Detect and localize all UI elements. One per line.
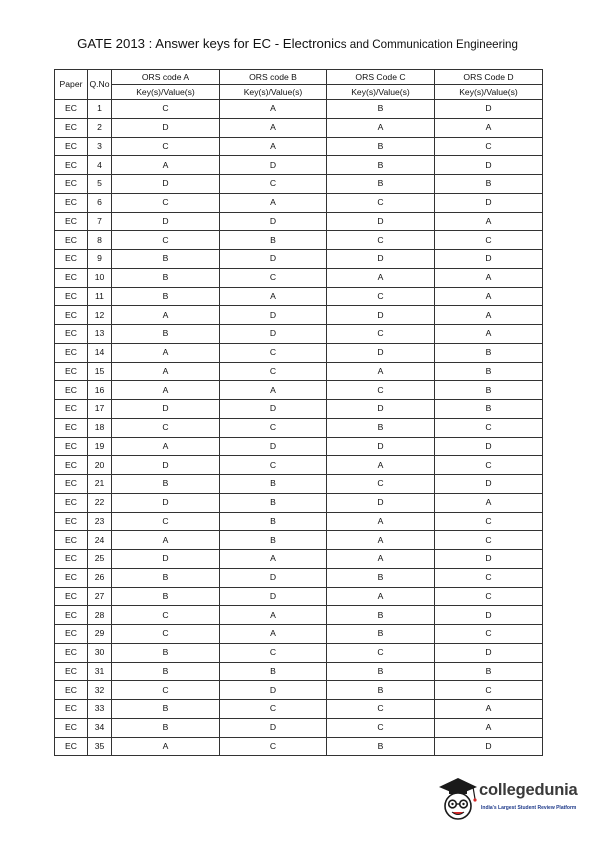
table-row bbox=[55, 362, 543, 381]
cell-paper: EC bbox=[55, 343, 88, 362]
cell-qno: 26 bbox=[88, 568, 112, 587]
cell-ors-a: C bbox=[112, 100, 220, 119]
table-row bbox=[55, 193, 543, 212]
cell-ors-a: A bbox=[112, 737, 220, 756]
cell-ors-a: A bbox=[112, 156, 220, 175]
cell-ors-d: B bbox=[435, 175, 543, 194]
cell-qno: 6 bbox=[88, 193, 112, 212]
cell-ors-a: D bbox=[112, 118, 220, 137]
graduate-mascot-icon bbox=[437, 773, 479, 823]
cell-ors-b: C bbox=[220, 268, 327, 287]
cell-ors-c: D bbox=[327, 306, 435, 325]
cell-ors-b: C bbox=[220, 362, 327, 381]
table-row bbox=[55, 587, 543, 606]
cell-ors-a: C bbox=[112, 625, 220, 644]
cell-ors-d: A bbox=[435, 268, 543, 287]
cell-ors-b: A bbox=[220, 606, 327, 625]
cell-paper: EC bbox=[55, 100, 88, 119]
cell-ors-b: C bbox=[220, 418, 327, 437]
cell-ors-b: C bbox=[220, 643, 327, 662]
table-row bbox=[55, 662, 543, 681]
table-row bbox=[55, 137, 543, 156]
cell-ors-a: B bbox=[112, 643, 220, 662]
table-row bbox=[55, 550, 543, 569]
table-row bbox=[55, 681, 543, 700]
cell-qno: 7 bbox=[88, 212, 112, 231]
header-qno: Q.No bbox=[88, 70, 112, 100]
table-row bbox=[55, 306, 543, 325]
cell-ors-d: D bbox=[435, 156, 543, 175]
cell-ors-a: D bbox=[112, 175, 220, 194]
cell-ors-c: A bbox=[327, 512, 435, 531]
cell-ors-b: D bbox=[220, 400, 327, 419]
cell-qno: 28 bbox=[88, 606, 112, 625]
table-row bbox=[55, 250, 543, 269]
table-row bbox=[55, 606, 543, 625]
cell-qno: 21 bbox=[88, 475, 112, 494]
cell-ors-a: A bbox=[112, 437, 220, 456]
header-keys-d: Key(s)/Value(s) bbox=[435, 85, 543, 100]
cell-ors-b: D bbox=[220, 718, 327, 737]
header-keys-b: Key(s)/Value(s) bbox=[220, 85, 327, 100]
cell-paper: EC bbox=[55, 250, 88, 269]
cell-qno: 13 bbox=[88, 325, 112, 344]
cell-qno: 8 bbox=[88, 231, 112, 250]
cell-ors-c: B bbox=[327, 418, 435, 437]
cell-ors-a: B bbox=[112, 250, 220, 269]
cell-ors-d: C bbox=[435, 681, 543, 700]
cell-ors-a: D bbox=[112, 493, 220, 512]
cell-ors-a: C bbox=[112, 137, 220, 156]
cell-ors-d: C bbox=[435, 456, 543, 475]
cell-ors-d: D bbox=[435, 643, 543, 662]
answer-key-table bbox=[54, 69, 543, 756]
table-row bbox=[55, 268, 543, 287]
cell-ors-c: D bbox=[327, 437, 435, 456]
table-row bbox=[55, 531, 543, 550]
cell-ors-d: C bbox=[435, 625, 543, 644]
table-row bbox=[55, 175, 543, 194]
header-ors-b: ORS code B bbox=[220, 70, 327, 85]
cell-qno: 31 bbox=[88, 662, 112, 681]
collegedunia-logo bbox=[437, 773, 587, 825]
cell-paper: EC bbox=[55, 718, 88, 737]
cell-ors-d: C bbox=[435, 418, 543, 437]
cell-paper: EC bbox=[55, 681, 88, 700]
cell-ors-a: C bbox=[112, 512, 220, 531]
cell-qno: 14 bbox=[88, 343, 112, 362]
logo-wordmark: collegedunia bbox=[479, 781, 578, 799]
cell-qno: 18 bbox=[88, 418, 112, 437]
cell-ors-b: D bbox=[220, 156, 327, 175]
cell-paper: EC bbox=[55, 325, 88, 344]
cell-ors-b: A bbox=[220, 137, 327, 156]
cell-paper: EC bbox=[55, 193, 88, 212]
cell-ors-c: A bbox=[327, 268, 435, 287]
cell-ors-b: A bbox=[220, 118, 327, 137]
cell-ors-b: B bbox=[220, 531, 327, 550]
cell-ors-c: D bbox=[327, 212, 435, 231]
cell-ors-b: A bbox=[220, 193, 327, 212]
cell-qno: 4 bbox=[88, 156, 112, 175]
cell-qno: 19 bbox=[88, 437, 112, 456]
cell-qno: 23 bbox=[88, 512, 112, 531]
cell-ors-a: A bbox=[112, 381, 220, 400]
cell-ors-a: C bbox=[112, 231, 220, 250]
cell-ors-b: A bbox=[220, 381, 327, 400]
cell-paper: EC bbox=[55, 212, 88, 231]
table-row bbox=[55, 418, 543, 437]
cell-ors-c: C bbox=[327, 381, 435, 400]
title-main: GATE 2013 : Answer keys for EC - Electronic bbox=[77, 36, 341, 51]
cell-ors-c: A bbox=[327, 362, 435, 381]
cell-ors-a: B bbox=[112, 587, 220, 606]
cell-qno: 20 bbox=[88, 456, 112, 475]
cell-ors-a: B bbox=[112, 287, 220, 306]
cell-ors-b: A bbox=[220, 100, 327, 119]
cell-qno: 16 bbox=[88, 381, 112, 400]
cell-ors-d: A bbox=[435, 718, 543, 737]
cell-ors-d: D bbox=[435, 550, 543, 569]
table-row bbox=[55, 437, 543, 456]
cell-ors-a: D bbox=[112, 212, 220, 231]
cell-ors-b: D bbox=[220, 587, 327, 606]
table-row bbox=[55, 475, 543, 494]
cell-paper: EC bbox=[55, 700, 88, 719]
cell-paper: EC bbox=[55, 475, 88, 494]
cell-ors-b: B bbox=[220, 493, 327, 512]
cell-ors-b: D bbox=[220, 250, 327, 269]
cell-ors-c: B bbox=[327, 568, 435, 587]
cell-ors-c: B bbox=[327, 662, 435, 681]
cell-ors-a: B bbox=[112, 718, 220, 737]
cell-qno: 5 bbox=[88, 175, 112, 194]
cell-ors-c: B bbox=[327, 681, 435, 700]
cell-ors-d: A bbox=[435, 287, 543, 306]
cell-ors-c: A bbox=[327, 531, 435, 550]
cell-qno: 29 bbox=[88, 625, 112, 644]
cell-ors-d: D bbox=[435, 437, 543, 456]
cell-qno: 17 bbox=[88, 400, 112, 419]
cell-ors-c: D bbox=[327, 400, 435, 419]
cell-qno: 34 bbox=[88, 718, 112, 737]
cell-ors-d: C bbox=[435, 231, 543, 250]
cell-ors-a: A bbox=[112, 306, 220, 325]
cell-ors-a: B bbox=[112, 568, 220, 587]
cell-ors-b: D bbox=[220, 306, 327, 325]
cell-ors-d: B bbox=[435, 343, 543, 362]
cell-ors-d: B bbox=[435, 662, 543, 681]
cell-paper: EC bbox=[55, 493, 88, 512]
cell-ors-d: D bbox=[435, 737, 543, 756]
table-row bbox=[55, 456, 543, 475]
cell-qno: 2 bbox=[88, 118, 112, 137]
cell-ors-b: C bbox=[220, 175, 327, 194]
cell-paper: EC bbox=[55, 381, 88, 400]
cell-ors-c: B bbox=[327, 156, 435, 175]
cell-paper: EC bbox=[55, 550, 88, 569]
cell-ors-c: C bbox=[327, 475, 435, 494]
cell-qno: 35 bbox=[88, 737, 112, 756]
cell-ors-a: C bbox=[112, 418, 220, 437]
table-row bbox=[55, 568, 543, 587]
header-paper: Paper bbox=[55, 70, 88, 100]
table-row bbox=[55, 625, 543, 644]
cell-ors-b: D bbox=[220, 325, 327, 344]
cell-ors-d: A bbox=[435, 493, 543, 512]
cell-ors-c: D bbox=[327, 493, 435, 512]
table-row bbox=[55, 118, 543, 137]
cell-ors-a: C bbox=[112, 681, 220, 700]
cell-ors-d: A bbox=[435, 118, 543, 137]
table-body bbox=[55, 100, 543, 756]
cell-paper: EC bbox=[55, 531, 88, 550]
cell-paper: EC bbox=[55, 737, 88, 756]
cell-qno: 22 bbox=[88, 493, 112, 512]
cell-paper: EC bbox=[55, 231, 88, 250]
page-title bbox=[0, 36, 595, 51]
cell-ors-b: A bbox=[220, 625, 327, 644]
cell-ors-b: D bbox=[220, 568, 327, 587]
title-rest: s and Communication Engineering bbox=[340, 38, 518, 51]
cell-ors-a: B bbox=[112, 325, 220, 344]
table-row bbox=[55, 512, 543, 531]
cell-ors-d: A bbox=[435, 212, 543, 231]
cell-paper: EC bbox=[55, 625, 88, 644]
cell-ors-d: D bbox=[435, 193, 543, 212]
cell-ors-d: A bbox=[435, 325, 543, 344]
cell-ors-a: D bbox=[112, 456, 220, 475]
cell-ors-d: D bbox=[435, 606, 543, 625]
cell-ors-c: B bbox=[327, 100, 435, 119]
cell-qno: 24 bbox=[88, 531, 112, 550]
cell-paper: EC bbox=[55, 400, 88, 419]
cell-ors-b: C bbox=[220, 456, 327, 475]
header-ors-a: ORS code A bbox=[112, 70, 220, 85]
cell-ors-c: B bbox=[327, 175, 435, 194]
cell-ors-c: A bbox=[327, 587, 435, 606]
cell-paper: EC bbox=[55, 606, 88, 625]
cell-paper: EC bbox=[55, 287, 88, 306]
cell-ors-d: D bbox=[435, 100, 543, 119]
cell-ors-c: B bbox=[327, 737, 435, 756]
cell-ors-a: B bbox=[112, 700, 220, 719]
cell-ors-c: B bbox=[327, 625, 435, 644]
cell-paper: EC bbox=[55, 568, 88, 587]
table-row bbox=[55, 343, 543, 362]
table-row bbox=[55, 100, 543, 119]
cell-ors-c: D bbox=[327, 343, 435, 362]
cell-ors-d: A bbox=[435, 306, 543, 325]
table-row bbox=[55, 737, 543, 756]
cell-ors-c: C bbox=[327, 718, 435, 737]
table-row bbox=[55, 718, 543, 737]
cell-ors-b: A bbox=[220, 287, 327, 306]
cell-ors-d: D bbox=[435, 475, 543, 494]
cell-qno: 11 bbox=[88, 287, 112, 306]
cell-qno: 10 bbox=[88, 268, 112, 287]
cell-ors-a: D bbox=[112, 550, 220, 569]
cell-ors-d: C bbox=[435, 587, 543, 606]
cell-ors-a: A bbox=[112, 362, 220, 381]
cell-ors-d: B bbox=[435, 362, 543, 381]
cell-qno: 25 bbox=[88, 550, 112, 569]
table-row bbox=[55, 231, 543, 250]
cell-ors-c: C bbox=[327, 231, 435, 250]
header-keys-c: Key(s)/Value(s) bbox=[327, 85, 435, 100]
cell-ors-b: D bbox=[220, 437, 327, 456]
table-row bbox=[55, 156, 543, 175]
cell-paper: EC bbox=[55, 418, 88, 437]
cell-ors-a: C bbox=[112, 606, 220, 625]
cell-paper: EC bbox=[55, 662, 88, 681]
cell-ors-b: B bbox=[220, 475, 327, 494]
cell-ors-d: B bbox=[435, 400, 543, 419]
cell-paper: EC bbox=[55, 306, 88, 325]
cell-ors-d: D bbox=[435, 250, 543, 269]
cell-paper: EC bbox=[55, 437, 88, 456]
cell-paper: EC bbox=[55, 643, 88, 662]
cell-ors-d: C bbox=[435, 137, 543, 156]
cell-qno: 3 bbox=[88, 137, 112, 156]
cell-qno: 33 bbox=[88, 700, 112, 719]
cell-ors-a: A bbox=[112, 531, 220, 550]
cell-ors-b: B bbox=[220, 231, 327, 250]
cell-ors-c: A bbox=[327, 550, 435, 569]
cell-ors-b: A bbox=[220, 550, 327, 569]
header-ors-d: ORS Code D bbox=[435, 70, 543, 85]
header-keys-a: Key(s)/Value(s) bbox=[112, 85, 220, 100]
cell-paper: EC bbox=[55, 362, 88, 381]
cell-qno: 30 bbox=[88, 643, 112, 662]
header-ors-c: ORS Code C bbox=[327, 70, 435, 85]
cell-ors-b: D bbox=[220, 681, 327, 700]
cell-ors-a: A bbox=[112, 343, 220, 362]
cell-ors-c: C bbox=[327, 643, 435, 662]
table-row bbox=[55, 325, 543, 344]
cell-ors-b: C bbox=[220, 700, 327, 719]
cell-ors-a: D bbox=[112, 400, 220, 419]
cell-ors-d: C bbox=[435, 568, 543, 587]
cell-paper: EC bbox=[55, 268, 88, 287]
table-row bbox=[55, 643, 543, 662]
cell-ors-c: C bbox=[327, 325, 435, 344]
cell-paper: EC bbox=[55, 118, 88, 137]
cell-ors-c: B bbox=[327, 137, 435, 156]
cell-ors-b: C bbox=[220, 343, 327, 362]
cell-ors-d: B bbox=[435, 381, 543, 400]
cell-ors-c: D bbox=[327, 250, 435, 269]
cell-paper: EC bbox=[55, 456, 88, 475]
table-row bbox=[55, 212, 543, 231]
cell-qno: 15 bbox=[88, 362, 112, 381]
table-row bbox=[55, 381, 543, 400]
cell-ors-b: D bbox=[220, 212, 327, 231]
cell-paper: EC bbox=[55, 175, 88, 194]
cell-ors-d: A bbox=[435, 700, 543, 719]
cell-ors-b: B bbox=[220, 662, 327, 681]
cell-qno: 27 bbox=[88, 587, 112, 606]
cell-ors-a: B bbox=[112, 662, 220, 681]
cell-ors-c: A bbox=[327, 456, 435, 475]
cell-ors-a: B bbox=[112, 475, 220, 494]
cell-paper: EC bbox=[55, 512, 88, 531]
cell-ors-c: C bbox=[327, 700, 435, 719]
cell-paper: EC bbox=[55, 587, 88, 606]
cell-ors-c: C bbox=[327, 287, 435, 306]
cell-paper: EC bbox=[55, 137, 88, 156]
cell-ors-c: B bbox=[327, 606, 435, 625]
table-row bbox=[55, 493, 543, 512]
table-row bbox=[55, 700, 543, 719]
cell-ors-c: A bbox=[327, 118, 435, 137]
cell-qno: 1 bbox=[88, 100, 112, 119]
cell-ors-d: C bbox=[435, 531, 543, 550]
cell-paper: EC bbox=[55, 156, 88, 175]
cell-qno: 9 bbox=[88, 250, 112, 269]
cell-ors-a: B bbox=[112, 268, 220, 287]
table-row bbox=[55, 287, 543, 306]
cell-qno: 12 bbox=[88, 306, 112, 325]
logo-tagline: India's Largest Student Review Platform bbox=[481, 805, 577, 811]
table-row bbox=[55, 400, 543, 419]
cell-ors-d: C bbox=[435, 512, 543, 531]
cell-ors-a: C bbox=[112, 193, 220, 212]
cell-ors-c: C bbox=[327, 193, 435, 212]
cell-ors-b: C bbox=[220, 737, 327, 756]
cell-qno: 32 bbox=[88, 681, 112, 700]
cell-ors-b: B bbox=[220, 512, 327, 531]
